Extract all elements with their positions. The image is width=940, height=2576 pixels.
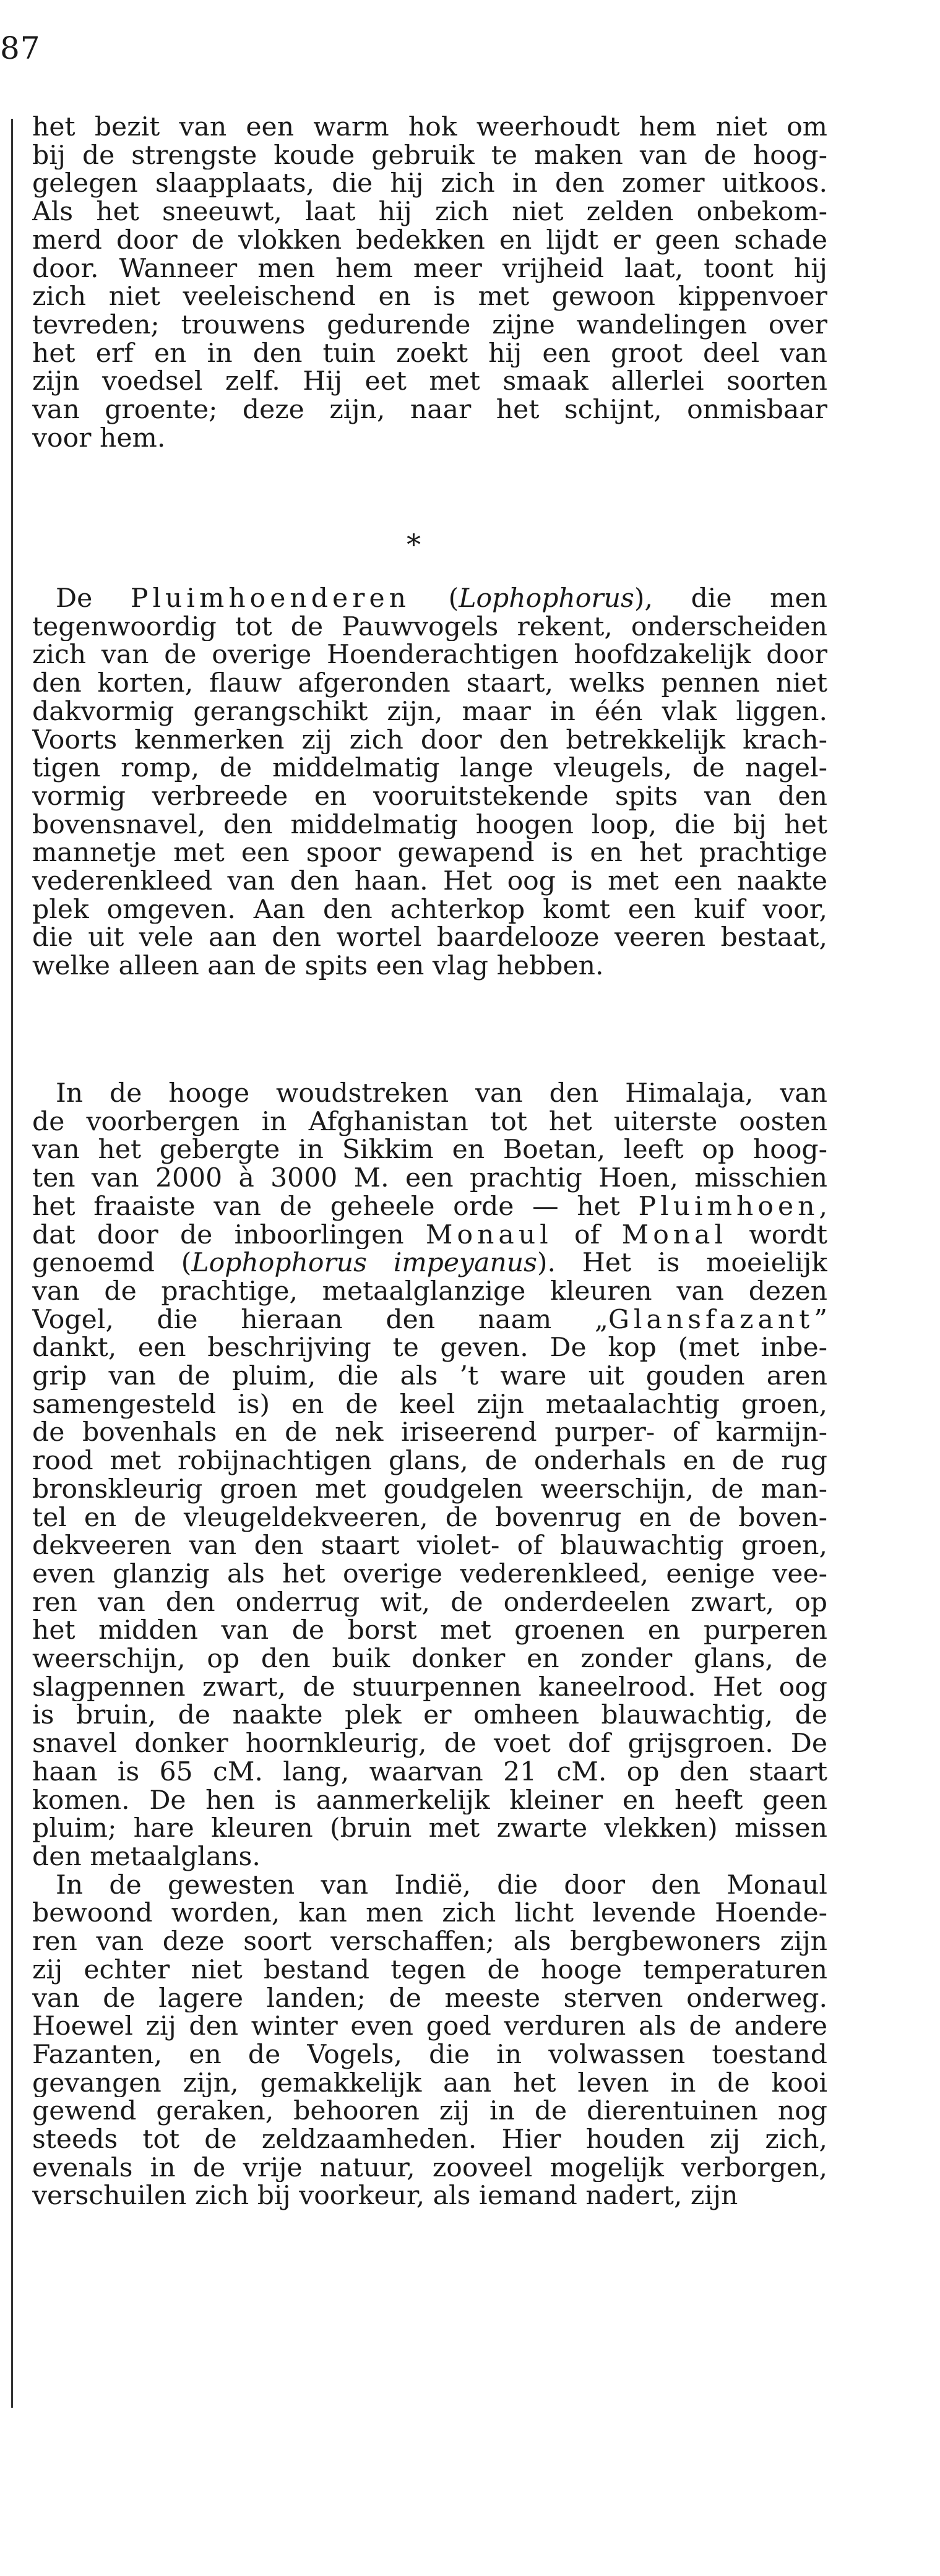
italic-segment (459, 585, 634, 613)
text-segment: of (552, 1221, 622, 1250)
text-segment: het fraaiste van de geheele orde — het (32, 1192, 639, 1221)
text-line (32, 1221, 827, 1250)
text-line (32, 1193, 827, 1221)
text-column-lower (32, 1080, 827, 2210)
paragraph-himalaja (32, 1080, 827, 1871)
text-line: tigen romp, de middelmatig lange vleugels, de nagel- (32, 754, 827, 783)
text-line: dankt, een beschrijving te geven. De kop (met inbe- (32, 1334, 827, 1363)
text-line: tel en de vleugeldekveeren, de bovenrug en de boven- (32, 1503, 827, 1532)
text-line: In de gewesten van Indië, die door den Monaul (56, 1871, 827, 1900)
text-line: tegenwoordig tot de Pauwvogels rekent, onderscheiden (32, 612, 827, 642)
text-segment: dat door de inboorlingen (32, 1221, 426, 1250)
text-line: even glanzig als het overige vederenkleed, eenige vee- (32, 1560, 827, 1589)
text-line: rood met robijnachtigen glans, de onderhals en de rug (32, 1447, 827, 1475)
text-line: evenals in de vrije natuur, zooveel mogelijk verborgen, (32, 2153, 827, 2183)
text-line: ten van 2000 à 3000 M. een prachtig Hoen, misschien (32, 1164, 827, 1193)
text-line: Als het sneeuwt, laat hij zich niet zelden onbekom- (32, 198, 827, 226)
spaced-term: Monal (621, 1221, 728, 1250)
text-line: zich van de overige Hoenderachtigen hoofdzakelijk door (32, 641, 827, 670)
text-line: Voorts kenmerken zij zich door den betrekkelijk krach- (32, 726, 827, 755)
text-line: voor hem. (32, 424, 166, 453)
text-line: welke alleen aan de spits een vlag hebben. (32, 952, 604, 981)
text-line: de bovenhals en de nek iriseerend purper- of karmijn- (32, 1419, 827, 1448)
text-line: bij de strengste koude gebruik te maken van de hoog- (32, 141, 827, 170)
text-line: merd door de vlokken bedekken en lijdt er geen schade (32, 226, 827, 255)
text-segment: ), die men (634, 585, 827, 613)
text-segment: ). Het is moeielijk (537, 1249, 827, 1277)
text-line: mannetje met een spoor gewapend is en het prachtige (32, 839, 827, 868)
text-line: Hoewel zij den winter even goed verduren als de andere (32, 2012, 827, 2041)
text-line: komen. De hen is aanmerkelijk kleiner en heeft geen (32, 1786, 827, 1815)
text-line: plek omgeven. Aan den achterkop komt een kuif voor, (32, 895, 827, 924)
paragraph-continuation (32, 113, 827, 452)
latin-name: Lophophorus impeyanus (191, 1249, 537, 1277)
text-segment: De (56, 585, 131, 613)
text-line: steeds tot de zeldzaamheden. Hier houden zij zich, (32, 2126, 827, 2154)
text-line: van de prachtige, metaalglanzige kleuren van dezen (32, 1277, 827, 1306)
text-line: tevreden; trouwens gedurende zijne wandelingen over (32, 311, 827, 340)
text-column-middle (32, 585, 827, 981)
text-segment: ” (814, 1305, 827, 1334)
text-segment: , (819, 1192, 827, 1221)
text-line: de voorbergen in Afghanistan tot het uiterste oosten (32, 1107, 827, 1136)
text-line: gelegen slaapplaats, die hij zich in den zomer uitkoos. (32, 170, 827, 199)
text-line: snavel donker hoornkleurig, de voet dof grijsgroen. De (32, 1730, 827, 1758)
text-line: zich niet veeleischend en is met gewoon kippenvoer (32, 283, 827, 311)
text-line (32, 585, 827, 613)
text-line: verschuilen zich bij voorkeur, als iemand nadert, zijn (32, 2182, 738, 2211)
page-number: 87 (0, 30, 41, 66)
text-line: bovensnavel, den middelmatig hoogen loop, die bij het (32, 810, 827, 839)
text-line: weerschijn, op den buik donker en zonder glans, de (32, 1645, 827, 1673)
text-line: door. Wanneer men hem meer vrijheid laat, toont hij (32, 254, 827, 283)
text-line: ren van deze soort verschaffen; als bergbewoners zijn (32, 1928, 827, 1956)
text-line: In de hooge woudstreken van den Himalaja, van (56, 1080, 827, 1108)
text-line: zij echter niet bestand tegen de hooge temperaturen (32, 1956, 827, 1985)
text-line: die uit vele aan den wortel baardelooze veeren bestaat, (32, 924, 827, 953)
text-line: vederenkleed van den haan. Het oog is met een naakte (32, 867, 827, 896)
text-line: Fazanten, en de Vogels, die in volwassen toestand (32, 2040, 827, 2069)
spaced-term: Monaul (425, 1221, 553, 1250)
text-line: bewoond worden, kan men zich licht levende Hoende- (32, 1899, 827, 1928)
text-line: zijn voedsel zelf. Hij eet met smaak allerlei soorten (32, 367, 827, 397)
text-line: van het gebergte in Sikkim en Boetan, leeft op hoog- (32, 1136, 827, 1165)
text-line: vormig verbreede en vooruitstekende spits van den (32, 782, 827, 811)
text-line: ren van den onderrug wit, de onderdeelen zwart, op (32, 1588, 827, 1617)
spaced-term: Pluimhoenderen (130, 585, 410, 613)
text-line: gevangen zijn, gemakkelijk aan het leven in de kooi (32, 2069, 827, 2098)
text-line: samengesteld is) en de keel zijn metaalachtig groen, (32, 1390, 827, 1419)
text-line: het erf en in den tuin zoekt hij een groot deel van (32, 339, 827, 368)
margin-rule (11, 119, 13, 2408)
text-line: van de lagere landen; de meeste sterven onderweg. (32, 1984, 827, 2013)
text-line: dekveeren van den staart violet- of blauwachtig groen, (32, 1532, 827, 1560)
text-column-upper (32, 113, 827, 452)
text-line (32, 1306, 827, 1334)
text-line: haan is 65 cM. lang, waarvan 21 cM. op den staart (32, 1758, 827, 1787)
text-line: grip van de pluim, die als ’t ware uit gouden aren (32, 1362, 827, 1391)
text-line: dakvormig gerangschikt zijn, maar in één vlak liggen. (32, 697, 827, 726)
text-segment: genoemd ( (32, 1249, 192, 1277)
latin-name: Lophophorus (459, 585, 634, 613)
text-line: den metaalglans. (32, 1842, 261, 1871)
text-segment: ( (410, 585, 459, 613)
text-line: is bruin, de naakte plek er omheen blauwachtig, de (32, 1701, 827, 1730)
text-line: slagpennen zwart, de stuurpennen kaneelrood. Het oog (32, 1673, 827, 1702)
text-line: het midden van de borst met groenen en purperen (32, 1616, 827, 1646)
section-separator-asterisk: * (407, 528, 421, 561)
text-line: den korten, flauw afgeronden staart, welks pennen niet (32, 669, 827, 698)
text-line: gewend geraken, behooren zij in de dierentuinen nog (32, 2097, 827, 2126)
text-line: het bezit van een warm hok weerhoudt hem niet om (32, 113, 827, 142)
text-line: van groente; deze zijn, naar het schijnt, onmisbaar (32, 396, 827, 424)
spaced-term: Pluimhoen (638, 1192, 819, 1221)
text-line (32, 1249, 827, 1277)
italic-segment (191, 1249, 537, 1277)
text-segment: Vogel, die hieraan den naam „ (32, 1305, 608, 1334)
paragraph-indie (32, 1871, 827, 2210)
text-line: bronskleurig groen met goudgelen weerschijn, de man- (32, 1475, 827, 1504)
paragraph-pluimhoenderen (32, 585, 827, 981)
spaced-term: Glansfazant (608, 1305, 814, 1334)
text-line: pluim; hare kleuren (bruin met zwarte vlekken) missen (32, 1814, 827, 1843)
text-segment: wordt (727, 1221, 827, 1250)
